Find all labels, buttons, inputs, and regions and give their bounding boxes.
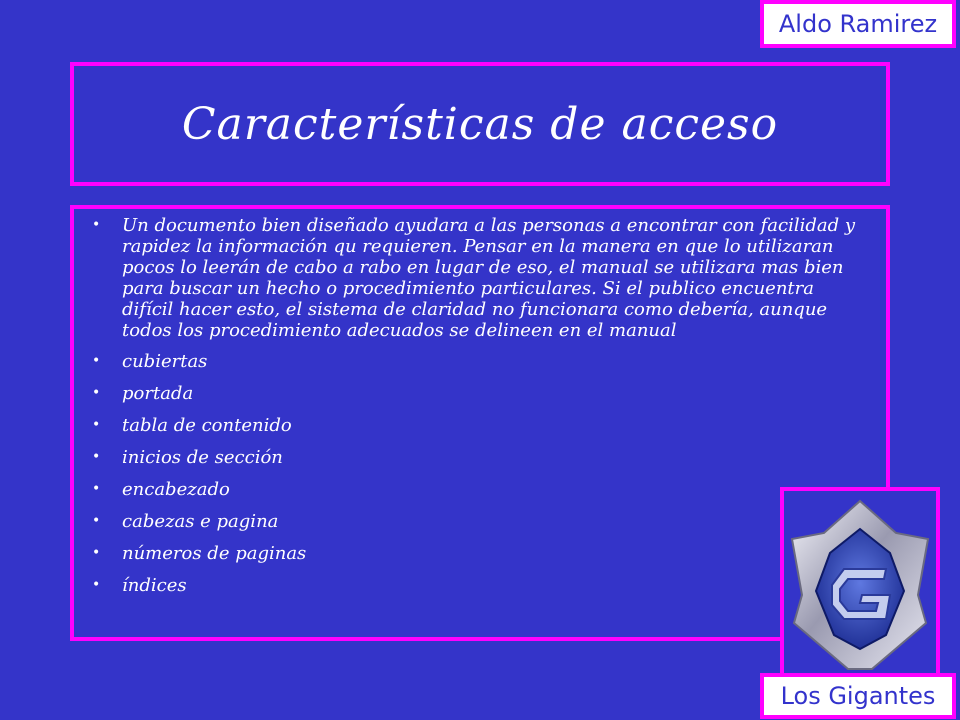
author-name: Aldo Ramirez (778, 10, 938, 38)
bullet-item (84, 575, 868, 596)
team-tag (760, 673, 956, 719)
bullet-text: portada (122, 383, 194, 404)
slide-title: Características de acceso (181, 98, 779, 150)
logo-box (780, 487, 940, 683)
bullet-dot-icon: • (92, 217, 101, 233)
bullet-text: encabezado (122, 479, 230, 500)
bullet-text: índices (122, 575, 187, 596)
bullet-item (84, 447, 868, 468)
bullet-item (84, 543, 868, 564)
bullet-dot-icon: • (92, 353, 101, 369)
author-tag (760, 0, 956, 48)
bullet-text: inicios de sección (122, 447, 283, 468)
content-box (70, 205, 890, 641)
bullet-item (84, 479, 868, 500)
team-name: Los Gigantes (780, 682, 936, 710)
bullet-text: tabla de contenido (122, 415, 292, 436)
bullet-dot-icon: • (92, 577, 101, 593)
bullet-text: cubiertas (122, 351, 208, 372)
bullet-text: Un documento bien diseñado ayudara a las personas a encontrar con facilidad y rapidez la información qu requieren. Pensar en la manera en que lo utilizaran pocos lo leerán de cabo a rabo en lugar de eso, el manual se utilizara mas bien para buscar un hecho o procedimiento particulares. Si el publico encuentra difícil hacer esto, el sistema de claridad no funcionara como debería, aunque todos los procedimiento adecuados se delineen en el manual (122, 215, 856, 341)
bullet-dot-icon: • (92, 513, 101, 529)
bullet-list (84, 215, 868, 596)
bullet-item (84, 215, 868, 341)
bullet-dot-icon: • (92, 385, 101, 401)
bullet-text: cabezas e pagina (122, 511, 279, 532)
bullet-item (84, 511, 868, 532)
title-box (70, 62, 890, 186)
bullet-dot-icon: • (92, 481, 101, 497)
shield-g-logo-icon (786, 495, 934, 675)
bullet-text: números de paginas (122, 543, 307, 564)
bullet-item (84, 383, 868, 404)
bullet-item (84, 351, 868, 372)
bullet-item (84, 415, 868, 436)
bullet-dot-icon: • (92, 449, 101, 465)
bullet-dot-icon: • (92, 545, 101, 561)
bullet-dot-icon: • (92, 417, 101, 433)
